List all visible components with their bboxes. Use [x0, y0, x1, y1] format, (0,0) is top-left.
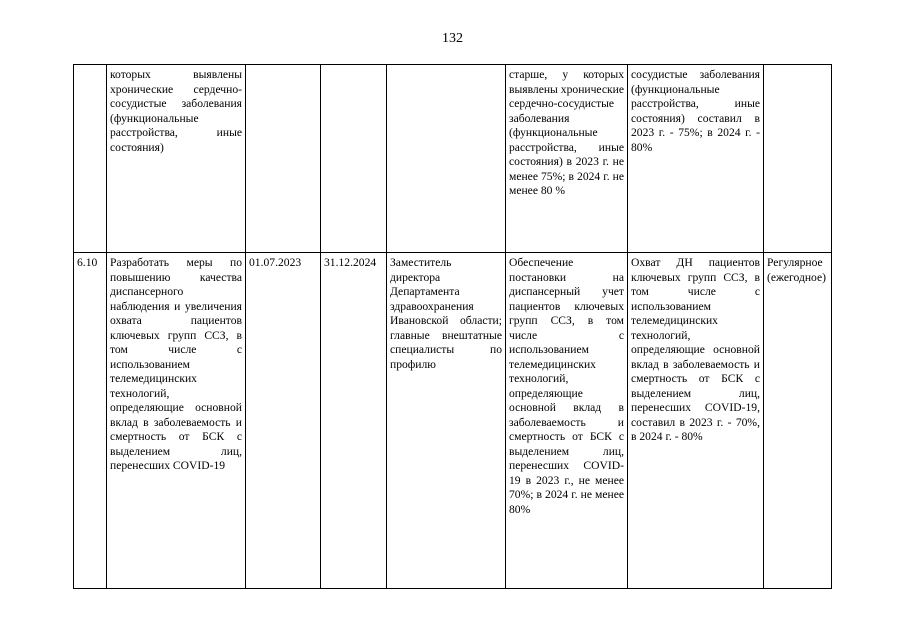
- measure-text: Разработать меры по повышению качества диспансерного наблюдения и увеличения охвата пациентов ключевых групп ССЗ, в том числе с использованием телемедицинских технологий, определяющие основной вклад в заболеваемость и смертность от БСК с выделением лиц, перенесших COVID-19: [110, 256, 242, 472]
- responsible-cell: [387, 65, 506, 253]
- indicator-cell: [628, 65, 764, 253]
- end-date-cell: [321, 65, 387, 253]
- indicator-cell: [628, 253, 764, 589]
- page-number: 132: [442, 31, 463, 46]
- row-number-cell: [74, 65, 107, 253]
- end-date-cell: 31.12.2024: [321, 253, 387, 589]
- frequency-cell: Регулярное (ежегодное): [764, 253, 832, 589]
- start-date-cell: 01.07.2023: [246, 253, 321, 589]
- table-row: [74, 253, 832, 589]
- indicator-text: сосудистые заболевания (функциональные расстройства, иные состояния) составил в 2023 г. - 75%; в 2024 г. - 80%: [631, 68, 760, 154]
- result-text: Обеспечение постановки на диспансерный учет пациентов ключевых групп ССЗ, в том числе с использованием телемедицинских технологий, определяющие основной вклад в заболеваемость и смертность от БСК с выделением лиц, перенесших COVID-19 в 2023 г., не менее 70%; в 2024 г. не менее 80%: [509, 256, 624, 516]
- frequency-cell: [764, 65, 832, 253]
- indicator-text: Охват ДН пациентов ключевых групп ССЗ, в том числе с использованием телемедицинских технологий, определяющие основной вклад в заболеваемость и смертность от БСК с выделением лиц, перенесших COVID-19, составил в 2023 г. - 70%, в 2024 г. - 80%: [631, 256, 760, 443]
- measures-table: [73, 64, 832, 589]
- result-cell: [506, 253, 628, 589]
- measure-cell: [107, 65, 246, 253]
- measure-cell: [107, 253, 246, 589]
- result-cell: [506, 65, 628, 253]
- start-date-cell: [246, 65, 321, 253]
- result-text: старше, у которых выявлены хронические сердечно-сосудистые заболевания (функциональные расстройства, иные состояния) в 2023 г. не менее 75%; в 2024 г. не менее 80 %: [509, 68, 624, 197]
- responsible-cell: [387, 253, 506, 589]
- table-row: [74, 65, 832, 253]
- measure-text: которых выявлены хронические сердечно-сосудистые заболевания (функциональные расстройства, иные состояния): [110, 68, 242, 154]
- row-number-cell: 6.10: [74, 253, 107, 589]
- responsible-text: Заместитель директора Департамента здравоохранения Ивановской области; главные внештатные специалисты по профилю: [390, 256, 502, 371]
